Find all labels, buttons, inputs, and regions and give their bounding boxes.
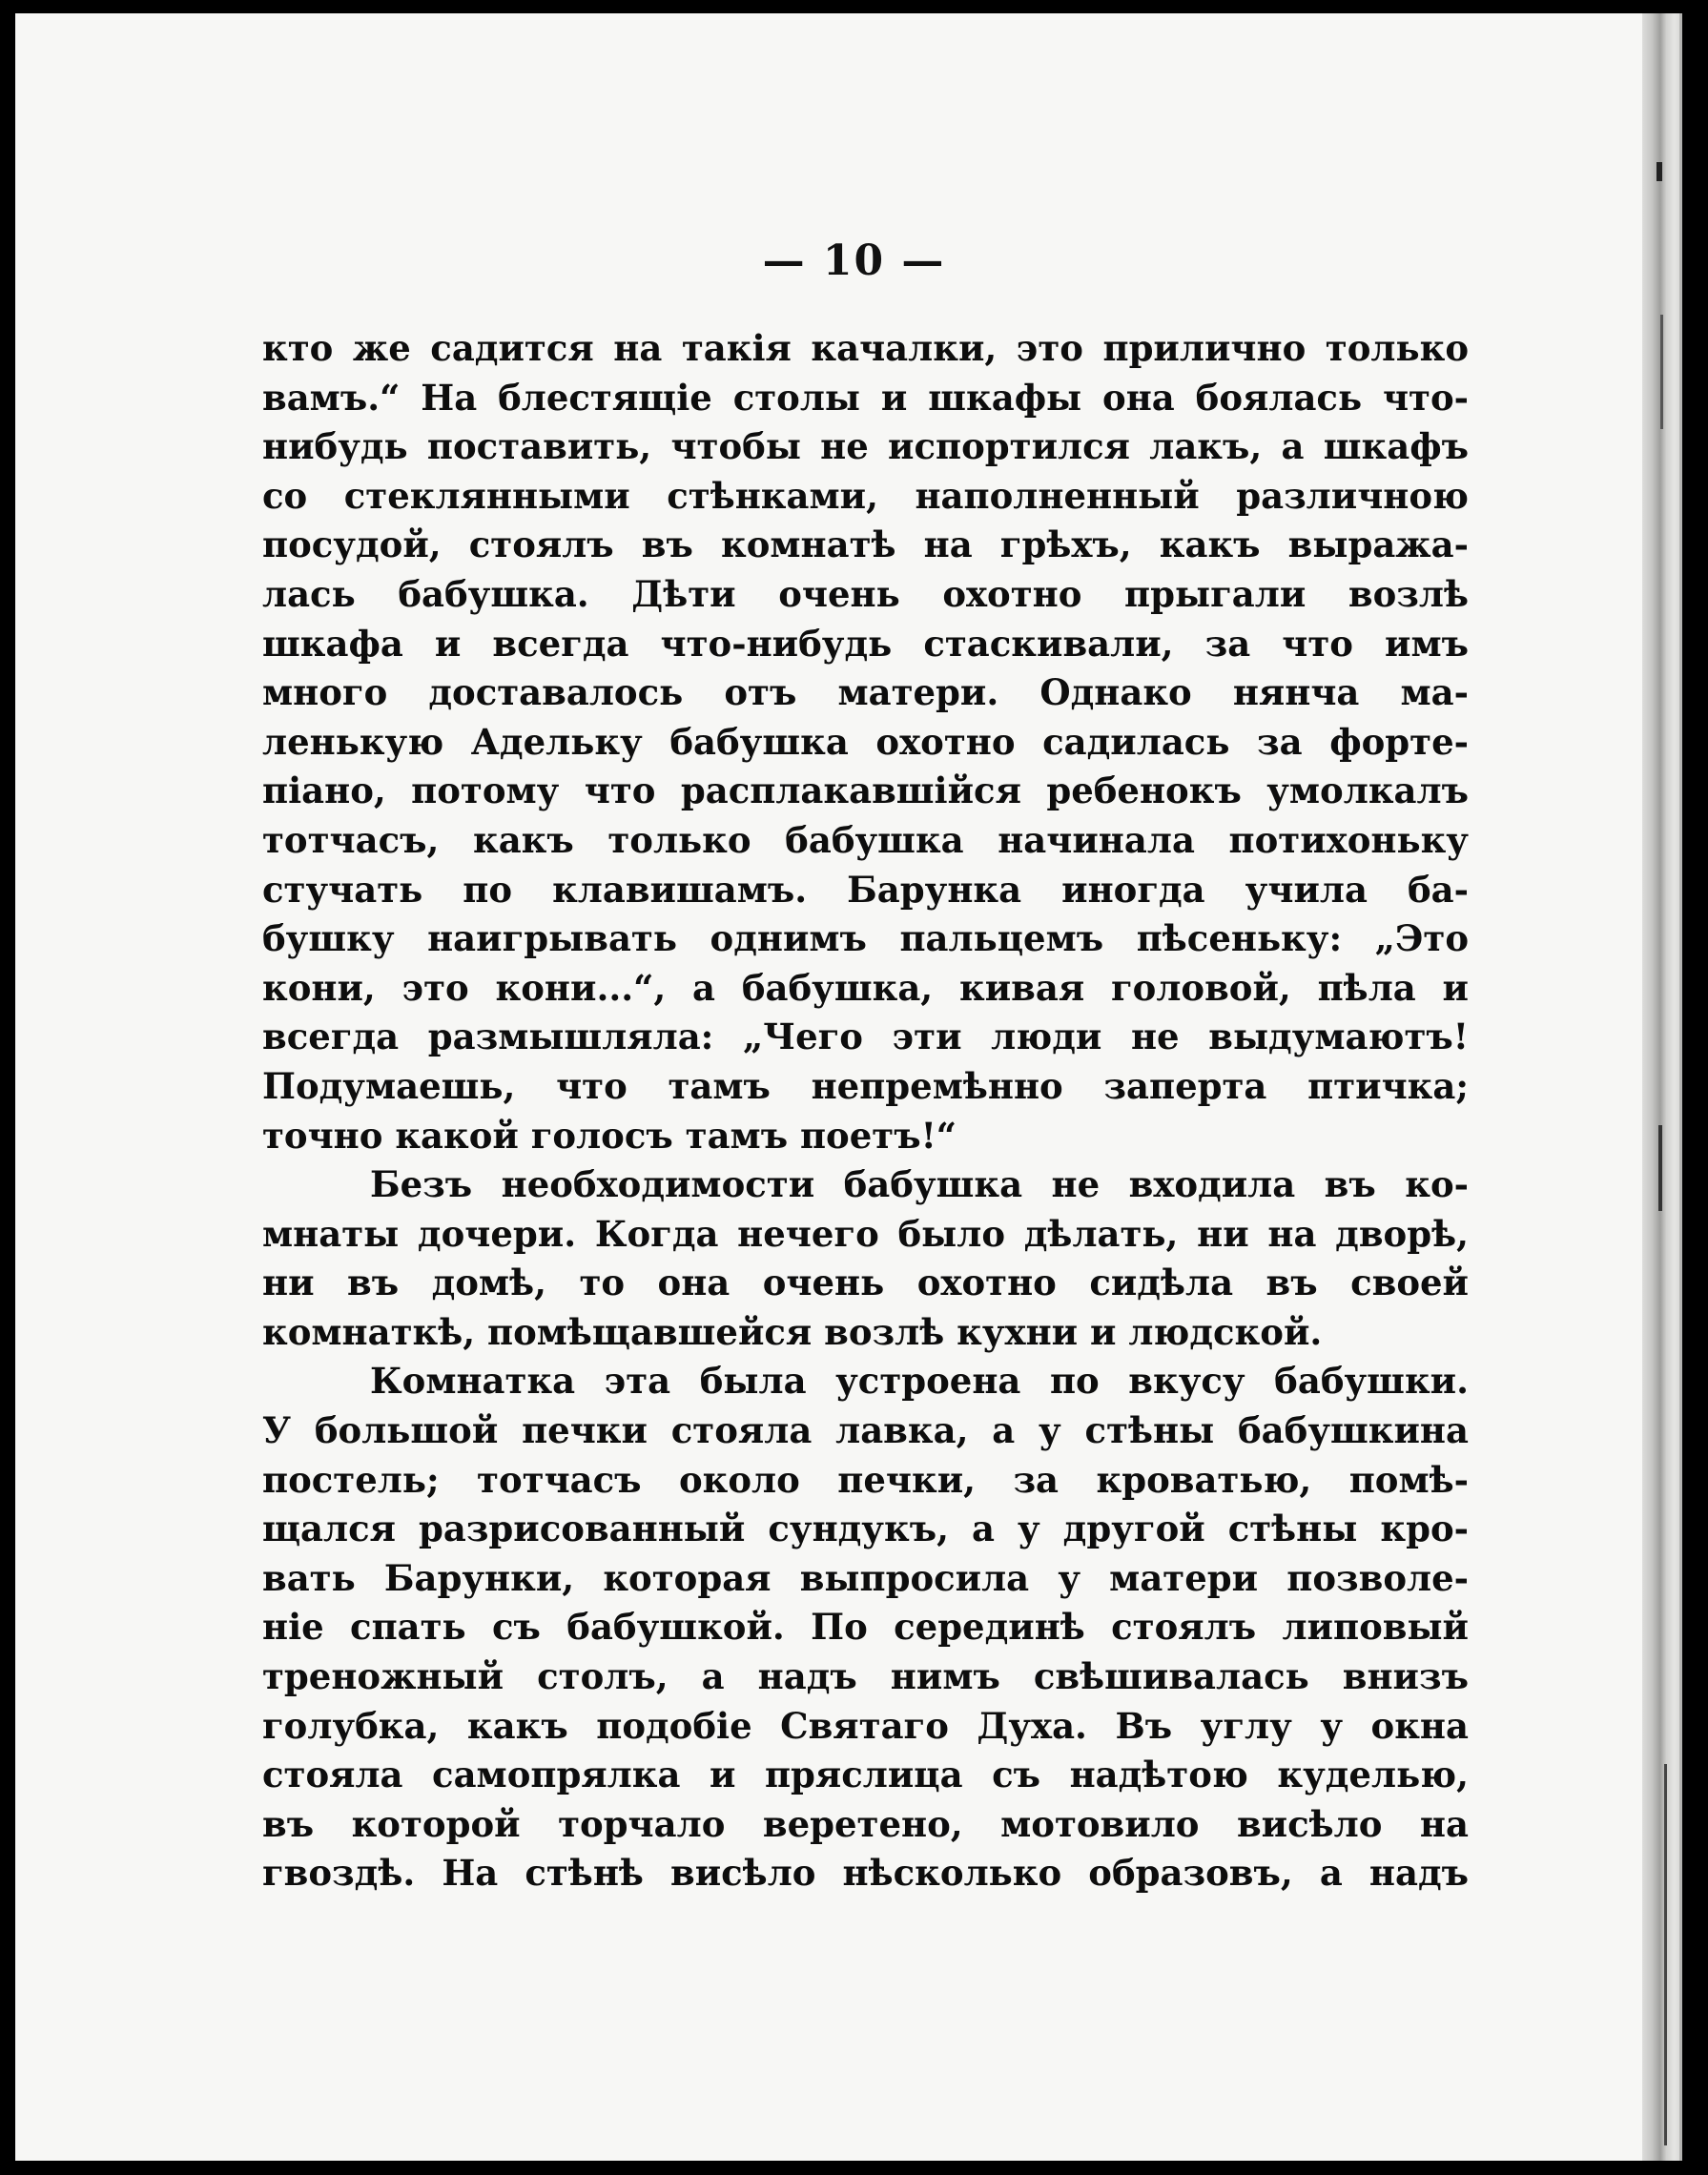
text-line: стояла самопрялка и пряслица съ надѣтою куделью, (262, 1754, 1469, 1796)
text-line: шкафа и всегда что-нибудь стаскивали, за что имъ (262, 622, 1469, 665)
text-line: лась бабушка. Дѣти очень охотно прыгали возлѣ (262, 572, 1469, 615)
text-line: Подумаешь, что тамъ непремѣнно заперта птичка; (262, 1064, 1469, 1107)
text-line: точно какой голосъ тамъ поетъ!“ (262, 1114, 957, 1157)
spine-mark (1657, 162, 1662, 181)
text-line: піано, потому что расплакавшійся ребенокъ умолкалъ (262, 769, 1469, 812)
spine-mark (1664, 1764, 1667, 2145)
text-line: Комнатка эта была устроена по вкусу бабушки. (370, 1360, 1469, 1403)
text-line: бушку наигрывать однимъ пальцемъ пѣсеньку: „Это (262, 917, 1469, 960)
text-line: тотчасъ, какъ только бабушка начинала потихоньку (262, 818, 1469, 861)
text-line: всегда размышляла: „Чего эти люди не выдумаютъ! (262, 1016, 1469, 1058)
text-line: ніе спать съ бабушкой. По серединѣ стоялъ липовый (262, 1606, 1469, 1649)
text-line: щался разрисованный сундукъ, а у другой стѣны кро- (262, 1508, 1469, 1550)
text-line: посудой, стоялъ въ комнатѣ на грѣхъ, какъ выража- (262, 523, 1469, 566)
text-line: много доставалось отъ матери. Однако нянча ма- (262, 671, 1469, 714)
spine-mark (1658, 1125, 1662, 1211)
text-line: ни въ домѣ, то она очень охотно сидѣла въ своей (262, 1262, 1469, 1304)
text-line: ленькую Адельку бабушка охотно садилась за форте- (262, 720, 1469, 763)
page-number: — 10 — (762, 236, 946, 285)
text-line: нибудь поставить, чтобы не испортился лакъ, а шкафъ (262, 425, 1469, 468)
text-line: Безъ необходимости бабушка не входила въ ко- (370, 1163, 1469, 1206)
text-line: со стеклянными стѣнками, наполненный различною (262, 474, 1469, 517)
text-line: вамъ.“ На блестящіе столы и шкафы она боялась что- (262, 376, 1469, 419)
text-line: постель; тотчасъ около печки, за кроватью, помѣ- (262, 1458, 1469, 1501)
body-text (262, 324, 1469, 1898)
text-line: У большой печки стояла лавка, а у стѣны бабушкина (262, 1409, 1469, 1452)
text-line: треножный столъ, а надъ нимъ свѣшивалась внизъ (262, 1655, 1469, 1698)
text-line: голубка, какъ подобіе Святаго Духа. Въ углу у окна (262, 1704, 1469, 1747)
text-line: мнаты дочери. Когда нечего было дѣлать, ни на дворѣ, (262, 1212, 1469, 1255)
spine-mark (1660, 315, 1663, 429)
text-line: кто же садится на такія качалки, это прилично только (262, 327, 1469, 369)
text-line: кони, это кони...“, а бабушка, кивая головой, пѣла и (262, 966, 1469, 1009)
text-line: комнаткѣ, помѣщавшейся возлѣ кухни и людской. (262, 1310, 1323, 1353)
text-line: въ которой торчало веретено, мотовило висѣло на (262, 1802, 1469, 1845)
text-line: вать Барунки, которая выпросила у матери позволе- (262, 1556, 1469, 1599)
text-line: гвоздѣ. На стѣнѣ висѣло нѣсколько образовъ, а надъ (262, 1852, 1469, 1895)
text-line: стучать по клавишамъ. Барунка иногда учила ба- (262, 868, 1469, 911)
